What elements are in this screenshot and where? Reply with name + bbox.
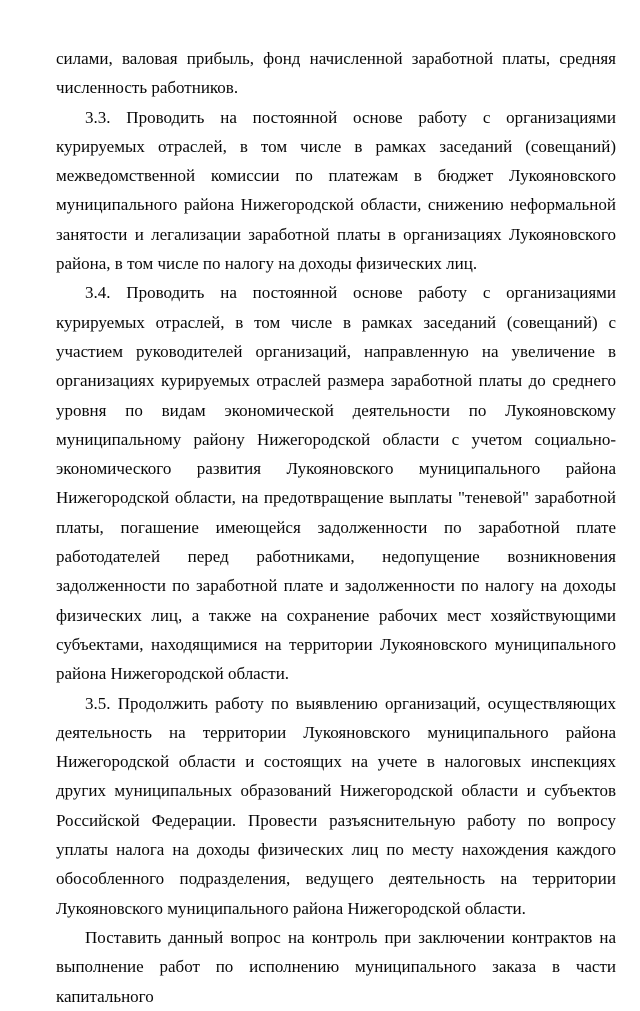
paragraph-control-note: Поставить данный вопрос на контроль при заключении контрактов на выполнение работ по исполнению муниципального заказа в части капитального [56, 927, 616, 1006]
document-page [56, 44, 616, 1011]
paragraph-item-3-5: 3.5. Продолжить работу по выявлению организаций, осуществляющих деятельность на территории Лукояновского муниципального района Нижегородской области и состоящих на учете в налоговых инспекциях других муниципальных образований Нижегородской области и субъектов Российской Федерации. Провести разъяснительную работу по вопросу уплаты налога на доходы физических лиц по месту нахождения каждого обособленного подразделения, ведущего деятельность на территории Лукояновского муниципального района Нижегородской области. [56, 693, 616, 918]
paragraph-continuation: силами, валовая прибыль, фонд начисленной заработной платы, средняя численность работников. [56, 49, 616, 98]
paragraph-item-3-4: 3.4. Проводить на постоянной основе работу с организациями курируемых отраслей, в том числе в рамках заседаний (совещаний) с участием руководителей организаций, направленную на увеличение в организациях курируемых отраслей размера заработной платы до среднего уровня по видам экономической деятельности по Лукояновскому муниципальному району Нижегородской области с учетом социально-экономического развития Лукояновского муниципального района Нижегородской области, на предотвращение выплаты "теневой" заработной платы, погашение имеющейся задолженности по заработной плате работодателей перед работниками, недопущение возникновения задолженности по заработной плате и задолженности по налогу на доходы физических лиц, а также на сохранение рабочих мест хозяйствующими субъектами, находящимися на территории Лукояновского муниципального района Нижегородской области. [56, 283, 616, 684]
paragraph-item-3-3: 3.3. Проводить на постоянной основе работу с организациями курируемых отраслей, в том числе в рамках заседаний (совещаний) межведомственной комиссии по платежам в бюджет Лукояновского муниципального района Нижегородской области, снижению неформальной занятости и легализации заработной платы в организациях Лукояновского района, в том числе по налогу на доходы физических лиц. [56, 107, 616, 274]
